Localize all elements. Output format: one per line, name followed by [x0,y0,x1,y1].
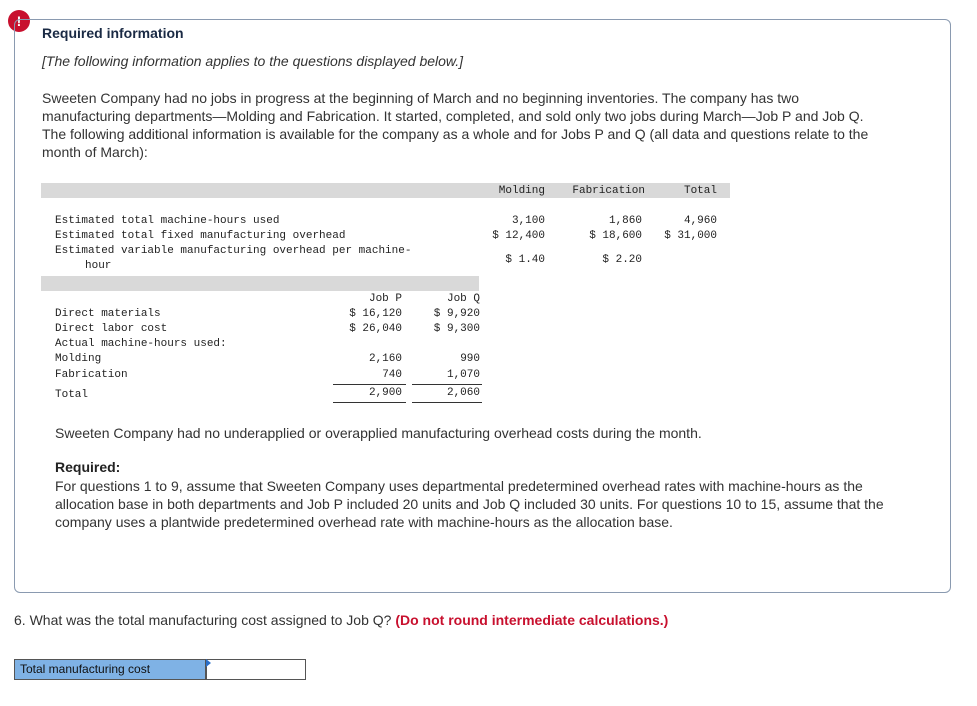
subtotal-rule [333,384,406,385]
row-label: Direct materials [55,308,161,320]
info-title: Required information [42,25,184,41]
cell: 1,070 [446,369,480,381]
col-header-job-p: Job P [368,293,402,305]
required-text: For questions 1 to 9, assume that Sweeten Company uses departmental predetermined overhead rates with machine-hours as the allocation base in both departments and Job P included 20 units and Job Q included 30 units. For questions 10 to 15, assume that the company uses a plantwide predetermined overhead rate with machine-hours as the allocation base. [55,478,884,530]
cell: $ 16,120 [349,308,402,320]
jobs-table-header-band [41,276,479,291]
row-label-continued: hour [85,260,112,272]
subtotal-rule [412,384,482,385]
col-header-job-q: Job Q [446,293,480,305]
cell: 1,860 [608,215,642,227]
cell: 740 [382,369,402,381]
row-label: Estimated total fixed manufacturing overhead [55,230,346,242]
cell: 4,960 [683,215,717,227]
row-label: Fabrication [55,369,128,381]
cell: $ 18,600 [589,230,642,242]
cell: $ 26,040 [349,323,402,335]
cell: $ 9,920 [433,308,480,320]
required-title: Required: [55,459,121,475]
row-label: Direct labor cost [55,323,168,335]
cell: $ 12,400 [492,230,545,242]
cell: $ 9,300 [433,323,480,335]
col-header-molding: Molding [498,185,545,197]
row-label: Estimated variable manufacturing overhead per machine- [55,245,412,257]
overhead-note: Sweeten Company had no underapplied or overapplied manufacturing overhead costs during the month. [55,425,702,441]
cell: 2,900 [368,387,402,399]
cell: $ 2.20 [602,254,642,266]
alert-icon: ! [8,10,30,32]
col-header-total: Total [683,185,717,197]
answer-label: Total manufacturing cost [14,659,206,680]
question-text: 6. What was the total manufacturing cost assigned to Job Q? [14,612,392,628]
cell: 990 [460,353,480,365]
cell: 3,100 [511,215,545,227]
total-rule [333,402,406,403]
col-header-fabrication: Fabrication [572,185,645,197]
row-label: Molding [55,353,102,365]
input-marker-icon [206,659,211,667]
total-rule [412,402,482,403]
row-label: Actual machine-hours used: [55,338,227,350]
cell: $ 1.40 [505,254,545,266]
cell: 2,060 [446,387,480,399]
total-manufacturing-cost-input[interactable] [206,659,306,680]
info-intro: [The following information applies to the questions displayed below.] [42,53,464,69]
cell: $ 31,000 [664,230,717,242]
row-label: Total [55,389,89,401]
cell: 2,160 [368,353,402,365]
question-emphasis: (Do not round intermediate calculations.) [395,612,669,628]
info-paragraph: Sweeten Company had no jobs in progress at the beginning of March and no beginning inventories. The company has two manufacturing departments—Molding and Fabrication. It started, completed, and sold only two jobs during March—Job P and Job Q. The following additional information is available for the company as a whole and for Jobs P and Q (all data and questions relate to the month of March): [42,90,869,160]
question-6 [14,612,668,628]
row-label: Estimated total machine-hours used [55,215,280,227]
